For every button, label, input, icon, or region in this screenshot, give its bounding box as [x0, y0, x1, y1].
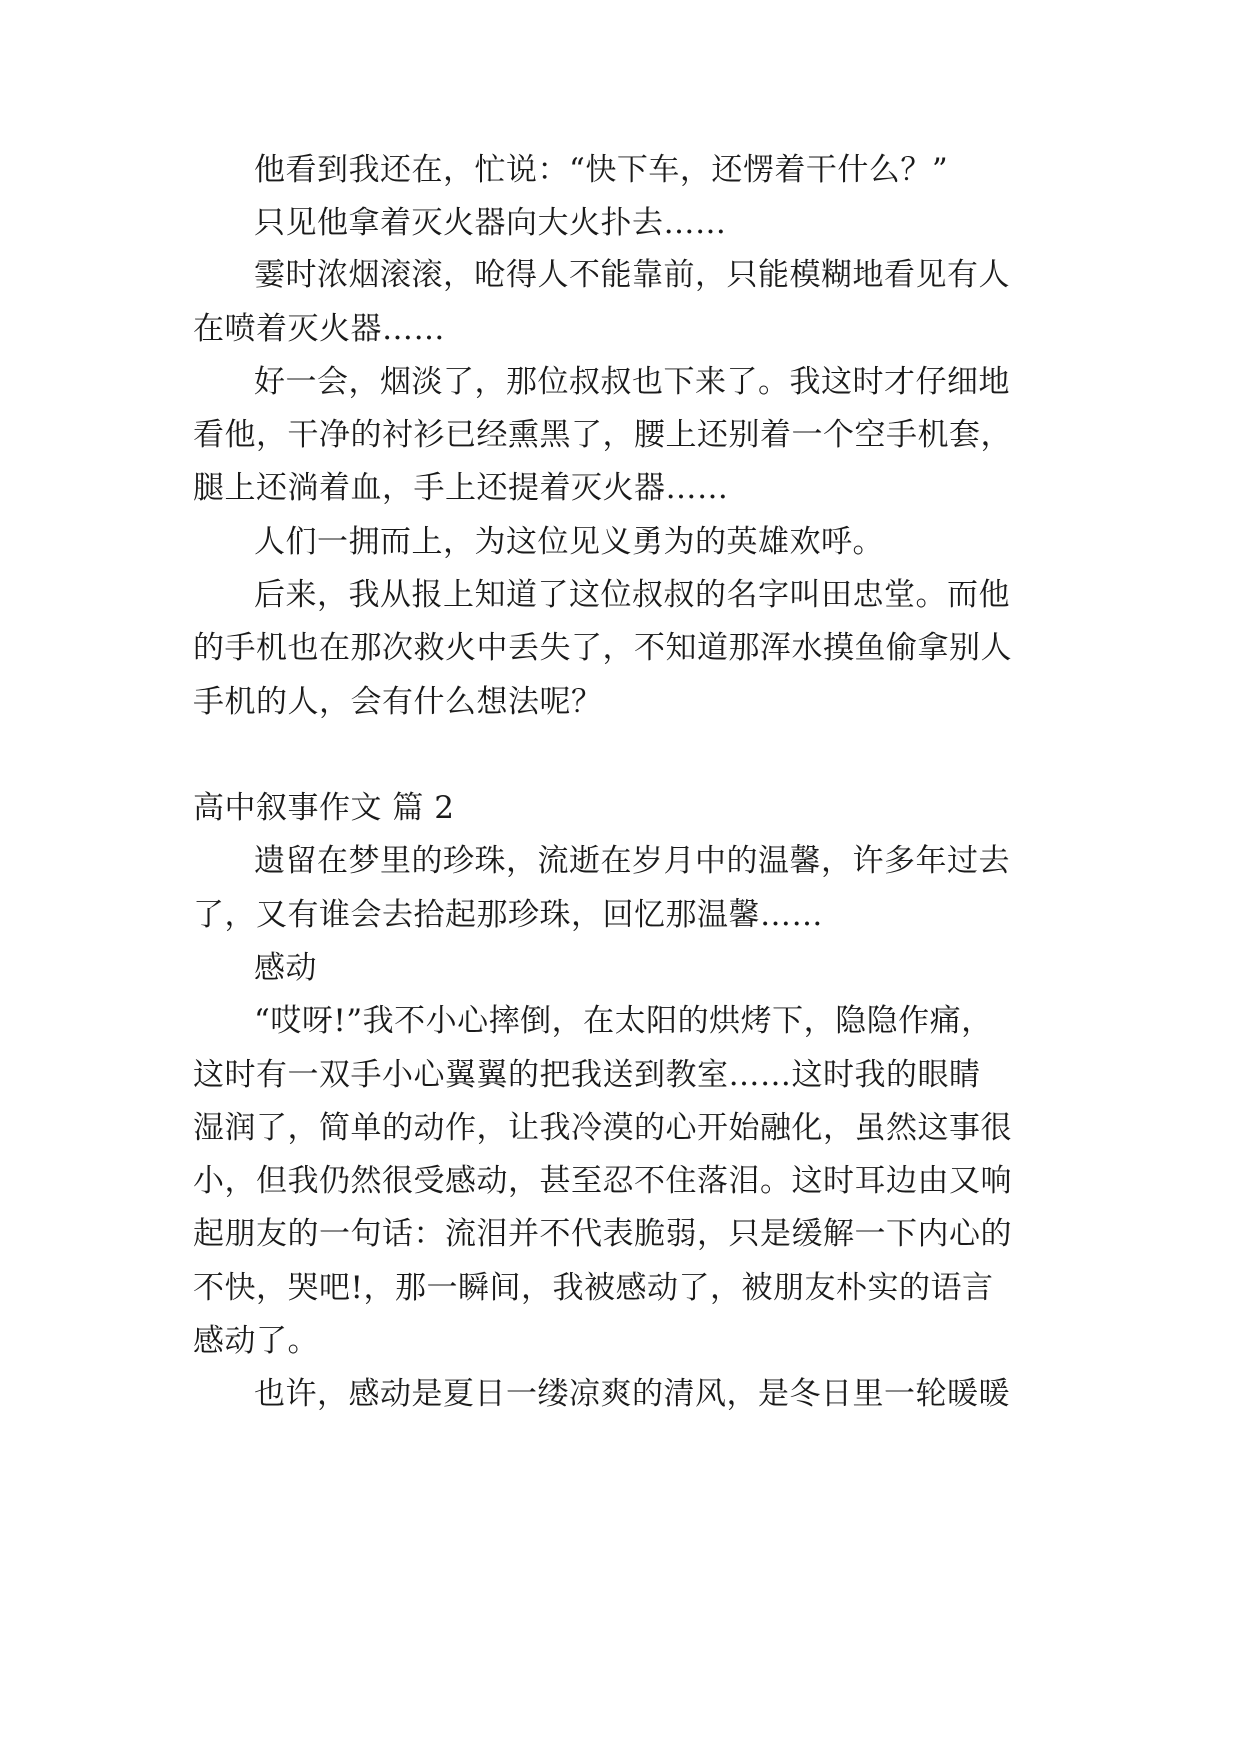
paragraph-line: 好一会，烟淡了，那位叔叔也下来了。我这时才仔细地: [254, 364, 1010, 400]
section-heading: 高中叙事作文 篇 2: [193, 790, 455, 826]
paragraph-line: 手机的人，会有什么想法呢？: [193, 684, 603, 720]
paragraph-line: 他看到我还在，忙说：“快下车，还愣着干什么？”: [254, 152, 949, 188]
paragraph-line: 不快，哭吧!，那一瞬间，我被感动了，被朋友朴实的语言: [193, 1270, 994, 1306]
paragraph-line: 感动了。: [193, 1323, 319, 1359]
paragraph-line: 人们一拥而上，为这位见义勇为的英雄欢呼。: [254, 524, 884, 560]
paragraph-line: 湿润了，简单的动作，让我冷漠的心开始融化，虽然这事很: [193, 1110, 1012, 1146]
paragraph-line: 了，又有谁会去拾起那珍珠，回忆那温馨……: [193, 897, 823, 933]
paragraph-line: 这时有一双手小心翼翼的把我送到教室……这时我的眼睛: [193, 1057, 981, 1093]
paragraph-line: 遗留在梦里的珍珠，流逝在岁月中的温馨，许多年过去: [254, 843, 1010, 879]
paragraph-line: 的手机也在那次救火中丢失了，不知道那浑水摸鱼偷拿别人: [193, 630, 1012, 666]
paragraph-line: 腿上还淌着血，手上还提着灭火器……: [193, 470, 729, 506]
paragraph-line: “哎呀!”我不小心摔倒，在太阳的烘烤下，隐隐作痛，: [254, 1003, 993, 1039]
paragraph-line: 看他，干净的衬衫已经熏黑了，腰上还别着一个空手机套，: [193, 417, 1012, 453]
paragraph-line: 只见他拿着灭火器向大火扑去……: [254, 205, 727, 241]
paragraph-line: 在喷着灭火器……: [193, 311, 445, 347]
paragraph-line: 霎时浓烟滚滚，呛得人不能靠前，只能模糊地看见有人: [254, 257, 1010, 293]
subtitle-line: 感动: [254, 950, 317, 986]
paragraph-line: 后来，我从报上知道了这位叔叔的名字叫田忠堂。而他: [254, 577, 1010, 613]
paragraph-line: 也许，感动是夏日一缕凉爽的清风，是冬日里一轮暖暖: [254, 1376, 1010, 1412]
paragraph-line: 起朋友的一句话：流泪并不代表脆弱，只是缓解一下内心的: [193, 1216, 1012, 1252]
paragraph-line: 小，但我仍然很受感动，甚至忍不住落泪。这时耳边由又响: [193, 1163, 1012, 1199]
